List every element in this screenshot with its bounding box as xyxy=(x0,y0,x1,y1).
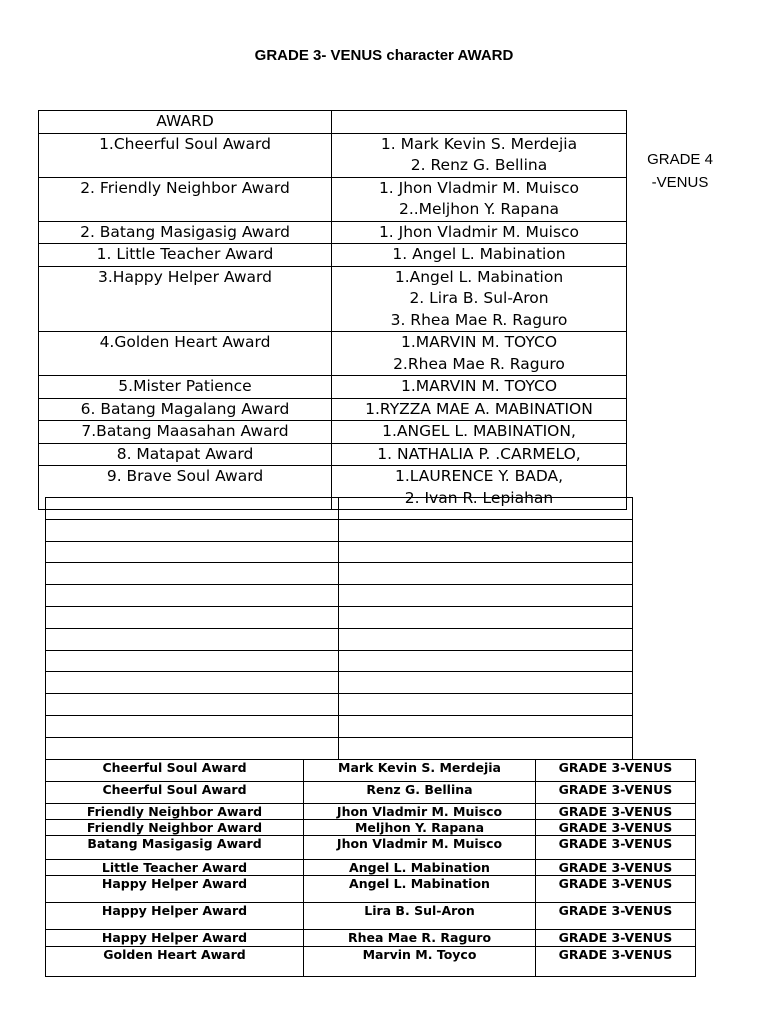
summary-name: Jhon Vladmir M. Muisco xyxy=(304,836,536,860)
award-table xyxy=(38,110,627,510)
table-row xyxy=(39,398,627,421)
header-names xyxy=(332,111,627,134)
page-title: GRADE 3- VENUS character AWARD xyxy=(254,47,514,64)
blank-row xyxy=(46,498,633,520)
table-row xyxy=(39,244,627,267)
blank-row xyxy=(46,606,633,628)
award-cell: 9. Brave Soul Award xyxy=(39,466,332,510)
award-cell: 5.Mister Patience xyxy=(39,376,332,399)
table-row xyxy=(39,421,627,444)
summary-grade: GRADE 3-VENUS xyxy=(536,903,696,930)
summary-grade: GRADE 3-VENUS xyxy=(536,947,696,977)
blank-cell xyxy=(339,563,633,585)
blank-cell xyxy=(339,715,633,737)
summary-grade: GRADE 3-VENUS xyxy=(536,820,696,836)
award-cell: 8. Matapat Award xyxy=(39,443,332,466)
blank-row xyxy=(46,628,633,650)
blank-cell xyxy=(46,737,339,759)
blank-cell xyxy=(339,606,633,628)
blank-cell xyxy=(46,715,339,737)
blank-cell xyxy=(46,606,339,628)
summary-grade: GRADE 3-VENUS xyxy=(536,804,696,820)
table-row xyxy=(39,376,627,399)
award-cell: 1. Little Teacher Award xyxy=(39,244,332,267)
summary-grade: GRADE 3-VENUS xyxy=(536,836,696,860)
blank-cell xyxy=(339,628,633,650)
summary-award: Little Teacher Award xyxy=(46,860,304,876)
blank-cell xyxy=(46,650,339,672)
summary-name: Mark Kevin S. Merdejia xyxy=(304,760,536,782)
summary-grade: GRADE 3-VENUS xyxy=(536,930,696,947)
summary-name: Angel L. Mabination xyxy=(304,860,536,876)
table-row xyxy=(39,177,627,221)
blank-cell xyxy=(339,694,633,716)
blank-cell xyxy=(339,498,633,520)
summary-name: Renz G. Bellina xyxy=(304,782,536,804)
award-cell: 7.Batang Maasahan Award xyxy=(39,421,332,444)
table-row xyxy=(39,332,627,376)
summary-row xyxy=(46,782,696,804)
table-header-row xyxy=(39,111,627,134)
award-cell: 2. Friendly Neighbor Award xyxy=(39,177,332,221)
summary-row xyxy=(46,947,696,977)
names-cell: 1. Jhon Vladmir M. Muisco xyxy=(332,221,627,244)
names-cell: 1.MARVIN M. TOYCO 2.Rhea Mae R. Raguro xyxy=(332,332,627,376)
summary-row xyxy=(46,860,696,876)
blank-row xyxy=(46,519,633,541)
summary-name: Angel L. Mabination xyxy=(304,876,536,903)
summary-row xyxy=(46,930,696,947)
summary-name: Meljhon Y. Rapana xyxy=(304,820,536,836)
blank-row xyxy=(46,672,633,694)
summary-award: Friendly Neighbor Award xyxy=(46,804,304,820)
blank-row xyxy=(46,715,633,737)
blank-cell xyxy=(339,672,633,694)
summary-award: Batang Masigasig Award xyxy=(46,836,304,860)
blank-cell xyxy=(46,519,339,541)
summary-award: Cheerful Soul Award xyxy=(46,760,304,782)
blank-cell xyxy=(339,585,633,607)
award-cell: 3.Happy Helper Award xyxy=(39,266,332,332)
summary-name: Marvin M. Toyco xyxy=(304,947,536,977)
names-cell: 1.Angel L. Mabination 2. Lira B. Sul-Aron 3. Rhea Mae R. Raguro xyxy=(332,266,627,332)
blank-cell xyxy=(46,563,339,585)
summary-award: Happy Helper Award xyxy=(46,930,304,947)
names-cell: 1. Mark Kevin S. Merdejia 2. Renz G. Bellina xyxy=(332,133,627,177)
names-cell: 1. Angel L. Mabination xyxy=(332,244,627,267)
summary-grade: GRADE 3-VENUS xyxy=(536,782,696,804)
summary-award: Cheerful Soul Award xyxy=(46,782,304,804)
table-row xyxy=(39,443,627,466)
blank-cell xyxy=(339,650,633,672)
summary-award: Happy Helper Award xyxy=(46,903,304,930)
names-cell: 1. Jhon Vladmir M. Muisco 2..Meljhon Y. Rapana xyxy=(332,177,627,221)
table-row xyxy=(39,221,627,244)
blank-table xyxy=(45,497,633,760)
summary-grade: GRADE 3-VENUS xyxy=(536,760,696,782)
summary-name: Lira B. Sul-Aron xyxy=(304,903,536,930)
blank-row xyxy=(46,541,633,563)
grade-label: GRADE 4 -VENUS xyxy=(647,151,713,191)
blank-row xyxy=(46,585,633,607)
summary-name: Rhea Mae R. Raguro xyxy=(304,930,536,947)
summary-row xyxy=(46,903,696,930)
summary-table xyxy=(45,759,696,977)
summary-row xyxy=(46,804,696,820)
summary-grade: GRADE 3-VENUS xyxy=(536,876,696,903)
header-award: AWARD xyxy=(39,111,332,134)
summary-row xyxy=(46,820,696,836)
blank-row xyxy=(46,737,633,759)
names-cell: 1.LAURENCE Y. BADA, 2. Ivan R. Lepiahan xyxy=(332,466,627,510)
summary-award: Golden Heart Award xyxy=(46,947,304,977)
award-cell: 1.Cheerful Soul Award xyxy=(39,133,332,177)
names-cell: 1.ANGEL L. MABINATION, xyxy=(332,421,627,444)
blank-cell xyxy=(46,672,339,694)
table-row xyxy=(39,266,627,332)
blank-row xyxy=(46,650,633,672)
blank-cell xyxy=(339,737,633,759)
summary-grade: GRADE 3-VENUS xyxy=(536,860,696,876)
summary-row xyxy=(46,836,696,860)
names-cell: 1.MARVIN M. TOYCO xyxy=(332,376,627,399)
blank-cell xyxy=(339,541,633,563)
blank-cell xyxy=(339,519,633,541)
blank-row xyxy=(46,694,633,716)
blank-cell xyxy=(46,694,339,716)
summary-row xyxy=(46,760,696,782)
summary-award: Friendly Neighbor Award xyxy=(46,820,304,836)
table-row xyxy=(39,133,627,177)
blank-cell xyxy=(46,498,339,520)
names-cell: 1.RYZZA MAE A. MABINATION xyxy=(332,398,627,421)
summary-row xyxy=(46,876,696,903)
blank-cell xyxy=(46,628,339,650)
summary-award: Happy Helper Award xyxy=(46,876,304,903)
names-cell: 1. NATHALIA P. .CARMELO, xyxy=(332,443,627,466)
blank-cell xyxy=(46,541,339,563)
award-cell: 6. Batang Magalang Award xyxy=(39,398,332,421)
blank-row xyxy=(46,563,633,585)
blank-cell xyxy=(46,585,339,607)
award-cell: 2. Batang Masigasig Award xyxy=(39,221,332,244)
award-cell: 4.Golden Heart Award xyxy=(39,332,332,376)
summary-name: Jhon Vladmir M. Muisco xyxy=(304,804,536,820)
